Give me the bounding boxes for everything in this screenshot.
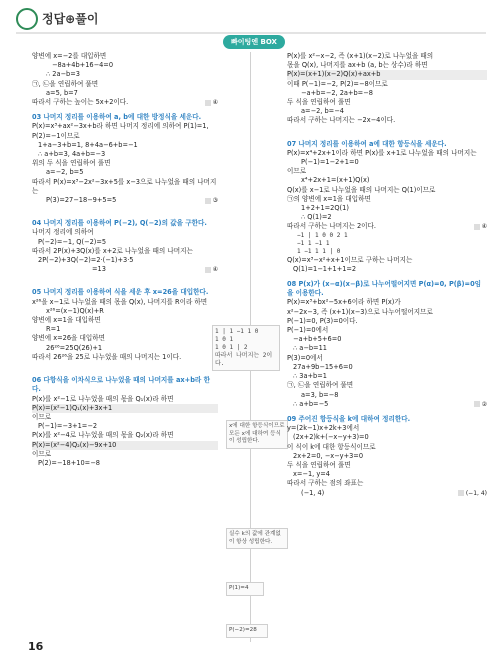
synthetic-division-box bbox=[212, 325, 280, 371]
text-line: ∴ a−b=11 bbox=[293, 344, 327, 353]
question-heading: 04 나머지 정리를 이용하여 P(−2), Q(−2)의 값을 구한다. bbox=[32, 219, 207, 228]
text-line: 2P(−2)+3Q(−2)=2·(−1)+3·5 bbox=[38, 256, 134, 265]
page-number: 16 bbox=[28, 640, 44, 653]
text-line: 이 식이 k에 대한 항등식이므로 bbox=[287, 442, 376, 451]
text-line: 따라서 26²⁶을 25로 나누었을 때의 나머지는 1이다. bbox=[32, 352, 182, 361]
text-line: 따라서 구하는 나머지는 2이다. bbox=[287, 222, 377, 231]
text-line: =13 bbox=[92, 265, 106, 274]
text-line: P(x)를 x²−4로 나누었을 때의 몫을 Q₂(x)라 하면 bbox=[32, 431, 174, 440]
text-line: 26²⁶=25Q(26)+1 bbox=[46, 343, 103, 352]
text-line: −8a+4b+16−4=0 bbox=[52, 61, 114, 70]
answer-badge bbox=[474, 400, 487, 409]
question-heading: 09 주어진 항등식을 k에 대하여 정리한다. bbox=[287, 414, 411, 423]
synthetic-caption: 따라서 나머지는 2이다. bbox=[215, 352, 273, 367]
answer-label: ④ bbox=[212, 266, 218, 274]
text-line: x²⁶을 x−1로 나누었을 때의 몫을 Q(x), 나머지를 R이라 하면 bbox=[32, 297, 208, 306]
synthetic-row: 1 | 1 −1 1 0 bbox=[215, 328, 259, 335]
text-line: P(−1)=−3+1=−2 bbox=[38, 422, 98, 431]
text-line: a=−2, b=−4 bbox=[301, 107, 344, 116]
text-line: 따라서 구하는 나머지는 −2x−4이다. bbox=[287, 116, 396, 125]
text-line: P(3)=0에서 bbox=[287, 353, 323, 362]
text-line: P(x)=x³+bx²−5x+6이라 하면 P(x)가 bbox=[287, 298, 401, 307]
text-line: 두 식을 연립하여 풀면 bbox=[287, 98, 351, 107]
text-line: 위의 두 식을 연립하여 풀면 bbox=[32, 159, 111, 168]
text-line bbox=[287, 489, 487, 498]
section-banner: 빠이팅엔 BOX bbox=[223, 35, 285, 49]
answer-label: ④ bbox=[212, 99, 218, 107]
text-line: P(x)=x³+ax²−3x+b라 하면 나머지 정리에 의하여 P(1)=1, P(2)=−1이므로 bbox=[32, 122, 209, 140]
answer-marker-icon bbox=[205, 100, 211, 106]
text-line: R=1 bbox=[46, 325, 61, 334]
text-line: (2x+2)k+(−x−y+3)=0 bbox=[293, 433, 369, 442]
text-line: ∴ a+b=3, 4a+b=−3 bbox=[38, 150, 106, 159]
text-line: P(−2)=−1, Q(−2)=5 bbox=[38, 237, 107, 246]
text-line: ㉠의 양변에 x=1을 대입하면 bbox=[287, 194, 371, 203]
text-line: 따라서 2P(x)+3Q(x)를 x+2로 나누었을 때의 나머지는 bbox=[32, 246, 193, 255]
text-line: x⁴+2x+1=(x+1)Q(x) bbox=[301, 176, 370, 185]
text-line: 27a+9b−15+6=0 bbox=[293, 362, 353, 371]
text-line: 양변에 x=−2를 대입하면 bbox=[32, 52, 107, 60]
note-identity: x에 대한 항등식이므로 모든 x에 대하여 등식이 성립한다. bbox=[226, 420, 288, 449]
text-line: 두 식을 연립하여 풀면 bbox=[287, 460, 351, 469]
text-line: 이므로 bbox=[32, 449, 52, 458]
text-line bbox=[287, 222, 487, 231]
text-line: P(−1)=0, P(3)=0이다. bbox=[287, 316, 358, 325]
text-line: ∴ Q(1)=2 bbox=[301, 213, 332, 222]
text-line: ∴ a+b=−5 bbox=[293, 399, 329, 408]
note-constant: 실수 k의 값에 관계없이 항상 성립한다. bbox=[226, 528, 288, 549]
synthetic-row: 1 −1 1 1 | 0 bbox=[297, 247, 341, 255]
text-line: P(x)=(x²−1)Q₁(x)+3x+1 bbox=[32, 404, 218, 413]
text-line: a=5, b=7 bbox=[46, 88, 78, 97]
text-line: P(x)를 x²−x−2, 즉 (x+1)(x−2)로 나누었을 때의 bbox=[287, 52, 434, 60]
text-line: 양변에 x=1을 대입하면 bbox=[32, 316, 101, 325]
text-line: a=3, b=−8 bbox=[301, 390, 339, 399]
question-heading: 05 나머지 정리를 이용하여 식을 세운 후 x=26을 대입한다. bbox=[32, 288, 209, 297]
text-line: Q(x)를 x−1로 나누었을 때의 나머지는 Q(1)이므로 bbox=[287, 185, 436, 194]
text-line: 따라서 구하는 높이는 5x+2이다. bbox=[32, 98, 129, 107]
text-line: P(3)=27−18−9+5=5 bbox=[46, 196, 117, 205]
text-line: 나머지 정리에 의하여 bbox=[32, 228, 94, 237]
text-line: −a+b=−2, 2a+b=−8 bbox=[301, 88, 373, 97]
answer-label: ④ bbox=[481, 223, 487, 231]
text-line: 따라서 P(x)=x³−2x²−3x+5를 x−3으로 나누었을 때의 나머지는 bbox=[32, 177, 217, 195]
text-line bbox=[287, 400, 487, 409]
text-line: P(−1)=0에서 bbox=[287, 326, 329, 335]
text-line: P(x)를 x²−1로 나누었을 때의 몫을 Q₁(x)라 하면 bbox=[32, 394, 174, 403]
text-line: a=−2, b=5 bbox=[46, 168, 84, 177]
text-line: ∴ 2a−b=3 bbox=[46, 70, 80, 79]
text-line: P(−1)=1−2+1=0 bbox=[301, 158, 359, 167]
text-line: P(x)=(x+1)(x−2)Q(x)+ax+b bbox=[287, 70, 487, 79]
synthetic-row: 1 0 1 | 2 bbox=[215, 344, 248, 351]
answer-marker-icon bbox=[474, 224, 480, 230]
brand-title: 정답⊕풀이 bbox=[42, 12, 99, 26]
text-line: Q(1)=1−1+1+1=2 bbox=[293, 264, 357, 273]
text-line: 양변에 x=26을 대입하면 bbox=[32, 334, 105, 343]
answer-marker-icon bbox=[205, 198, 211, 204]
text-line: P(2)=−18+10=−8 bbox=[38, 458, 100, 467]
text-line: (−1, 4) bbox=[301, 488, 325, 497]
text-line: 몫을 Q(x), 나머지를 ax+b (a, b는 상수)라 하면 bbox=[287, 61, 428, 70]
text-line: −a+b+5+6=0 bbox=[293, 335, 342, 344]
answer-marker-icon bbox=[474, 401, 480, 407]
text-line: x=−1, y=4 bbox=[293, 470, 330, 479]
text-line: x²⁶=(x−1)Q(x)+R bbox=[46, 306, 104, 315]
text-line: y=(2k−1)x+2k+3에서 bbox=[287, 424, 360, 433]
question-heading: 07 나머지 정리를 이용하여 a에 대한 항등식을 세운다. bbox=[287, 139, 447, 148]
text-line: 2x+2=0, −x−y+3=0 bbox=[293, 451, 364, 460]
right-column bbox=[287, 52, 487, 498]
question-heading: 06 다항식을 이차식으로 나누었을 때의 나머지를 ax+b라 한다. bbox=[32, 376, 210, 394]
text-line: 이므로 bbox=[32, 412, 52, 421]
note-p1: P(1)=4 bbox=[226, 582, 264, 596]
answer-label: ③ bbox=[212, 197, 218, 205]
text-line: 이때 P(−1)=−2, P(2)=−8이므로 bbox=[287, 79, 388, 88]
answer-marker-icon bbox=[458, 490, 464, 496]
text-line: 1+a−3+b=1, 8+4a−6+b=−1 bbox=[38, 140, 138, 149]
text-line: x²−2x−3, 즉 (x+1)(x−3)으로 나누어떨어지므로 bbox=[287, 307, 433, 316]
question-heading: 03 나머지 정리를 이용하여 a, b에 대한 방정식을 세운다. bbox=[32, 113, 202, 122]
header bbox=[0, 0, 500, 38]
answer-label: (−1, 4) bbox=[465, 489, 487, 497]
clock-logo-icon bbox=[16, 8, 38, 30]
text-line: P(x)=(x²−4)Q₂(x)−9x+10 bbox=[32, 441, 218, 450]
text-line: 1+2+1=2Q(1) bbox=[301, 204, 349, 213]
text-line: 이므로 bbox=[287, 167, 307, 176]
synthetic-row: −1 | 1 0 0 2 1 bbox=[297, 231, 348, 239]
text-line bbox=[32, 98, 218, 107]
synthetic-division-box bbox=[287, 232, 487, 256]
text-line: ㉠, ㉡을 연립하여 풀면 bbox=[287, 381, 354, 390]
synthetic-row: −1 1 −1 1 bbox=[297, 239, 330, 247]
left-column bbox=[32, 52, 218, 468]
note-p2: P(−2)=28 bbox=[226, 624, 268, 638]
answer-badge bbox=[458, 489, 487, 498]
question-heading: 08 P(x)가 (x−α)(x−β)로 나누어떨어지면 P(α)=0, P(β)=0임을 이용한다. bbox=[287, 280, 482, 298]
synthetic-row: 1 0 1 bbox=[215, 336, 234, 343]
text-line: 따라서 구하는 점의 좌표는 bbox=[287, 479, 364, 488]
header-divider bbox=[16, 32, 486, 34]
answer-marker-icon bbox=[205, 267, 211, 273]
text-line: P(x)=x⁴+2x+1이라 하면 P(x)를 x+1로 나누었을 때의 나머지는 bbox=[287, 148, 477, 157]
answer-badge bbox=[474, 222, 487, 231]
text-line: Q(x)=x³−x²+x+1이므로 구하는 나머지는 bbox=[287, 255, 413, 264]
text-line bbox=[32, 196, 218, 205]
text-line: ㉠, ㉡을 연립하여 풀면 bbox=[32, 79, 99, 88]
text-line bbox=[32, 265, 218, 274]
text-line: ∴ 3a+b=1 bbox=[293, 372, 327, 381]
answer-label: ② bbox=[481, 400, 487, 408]
